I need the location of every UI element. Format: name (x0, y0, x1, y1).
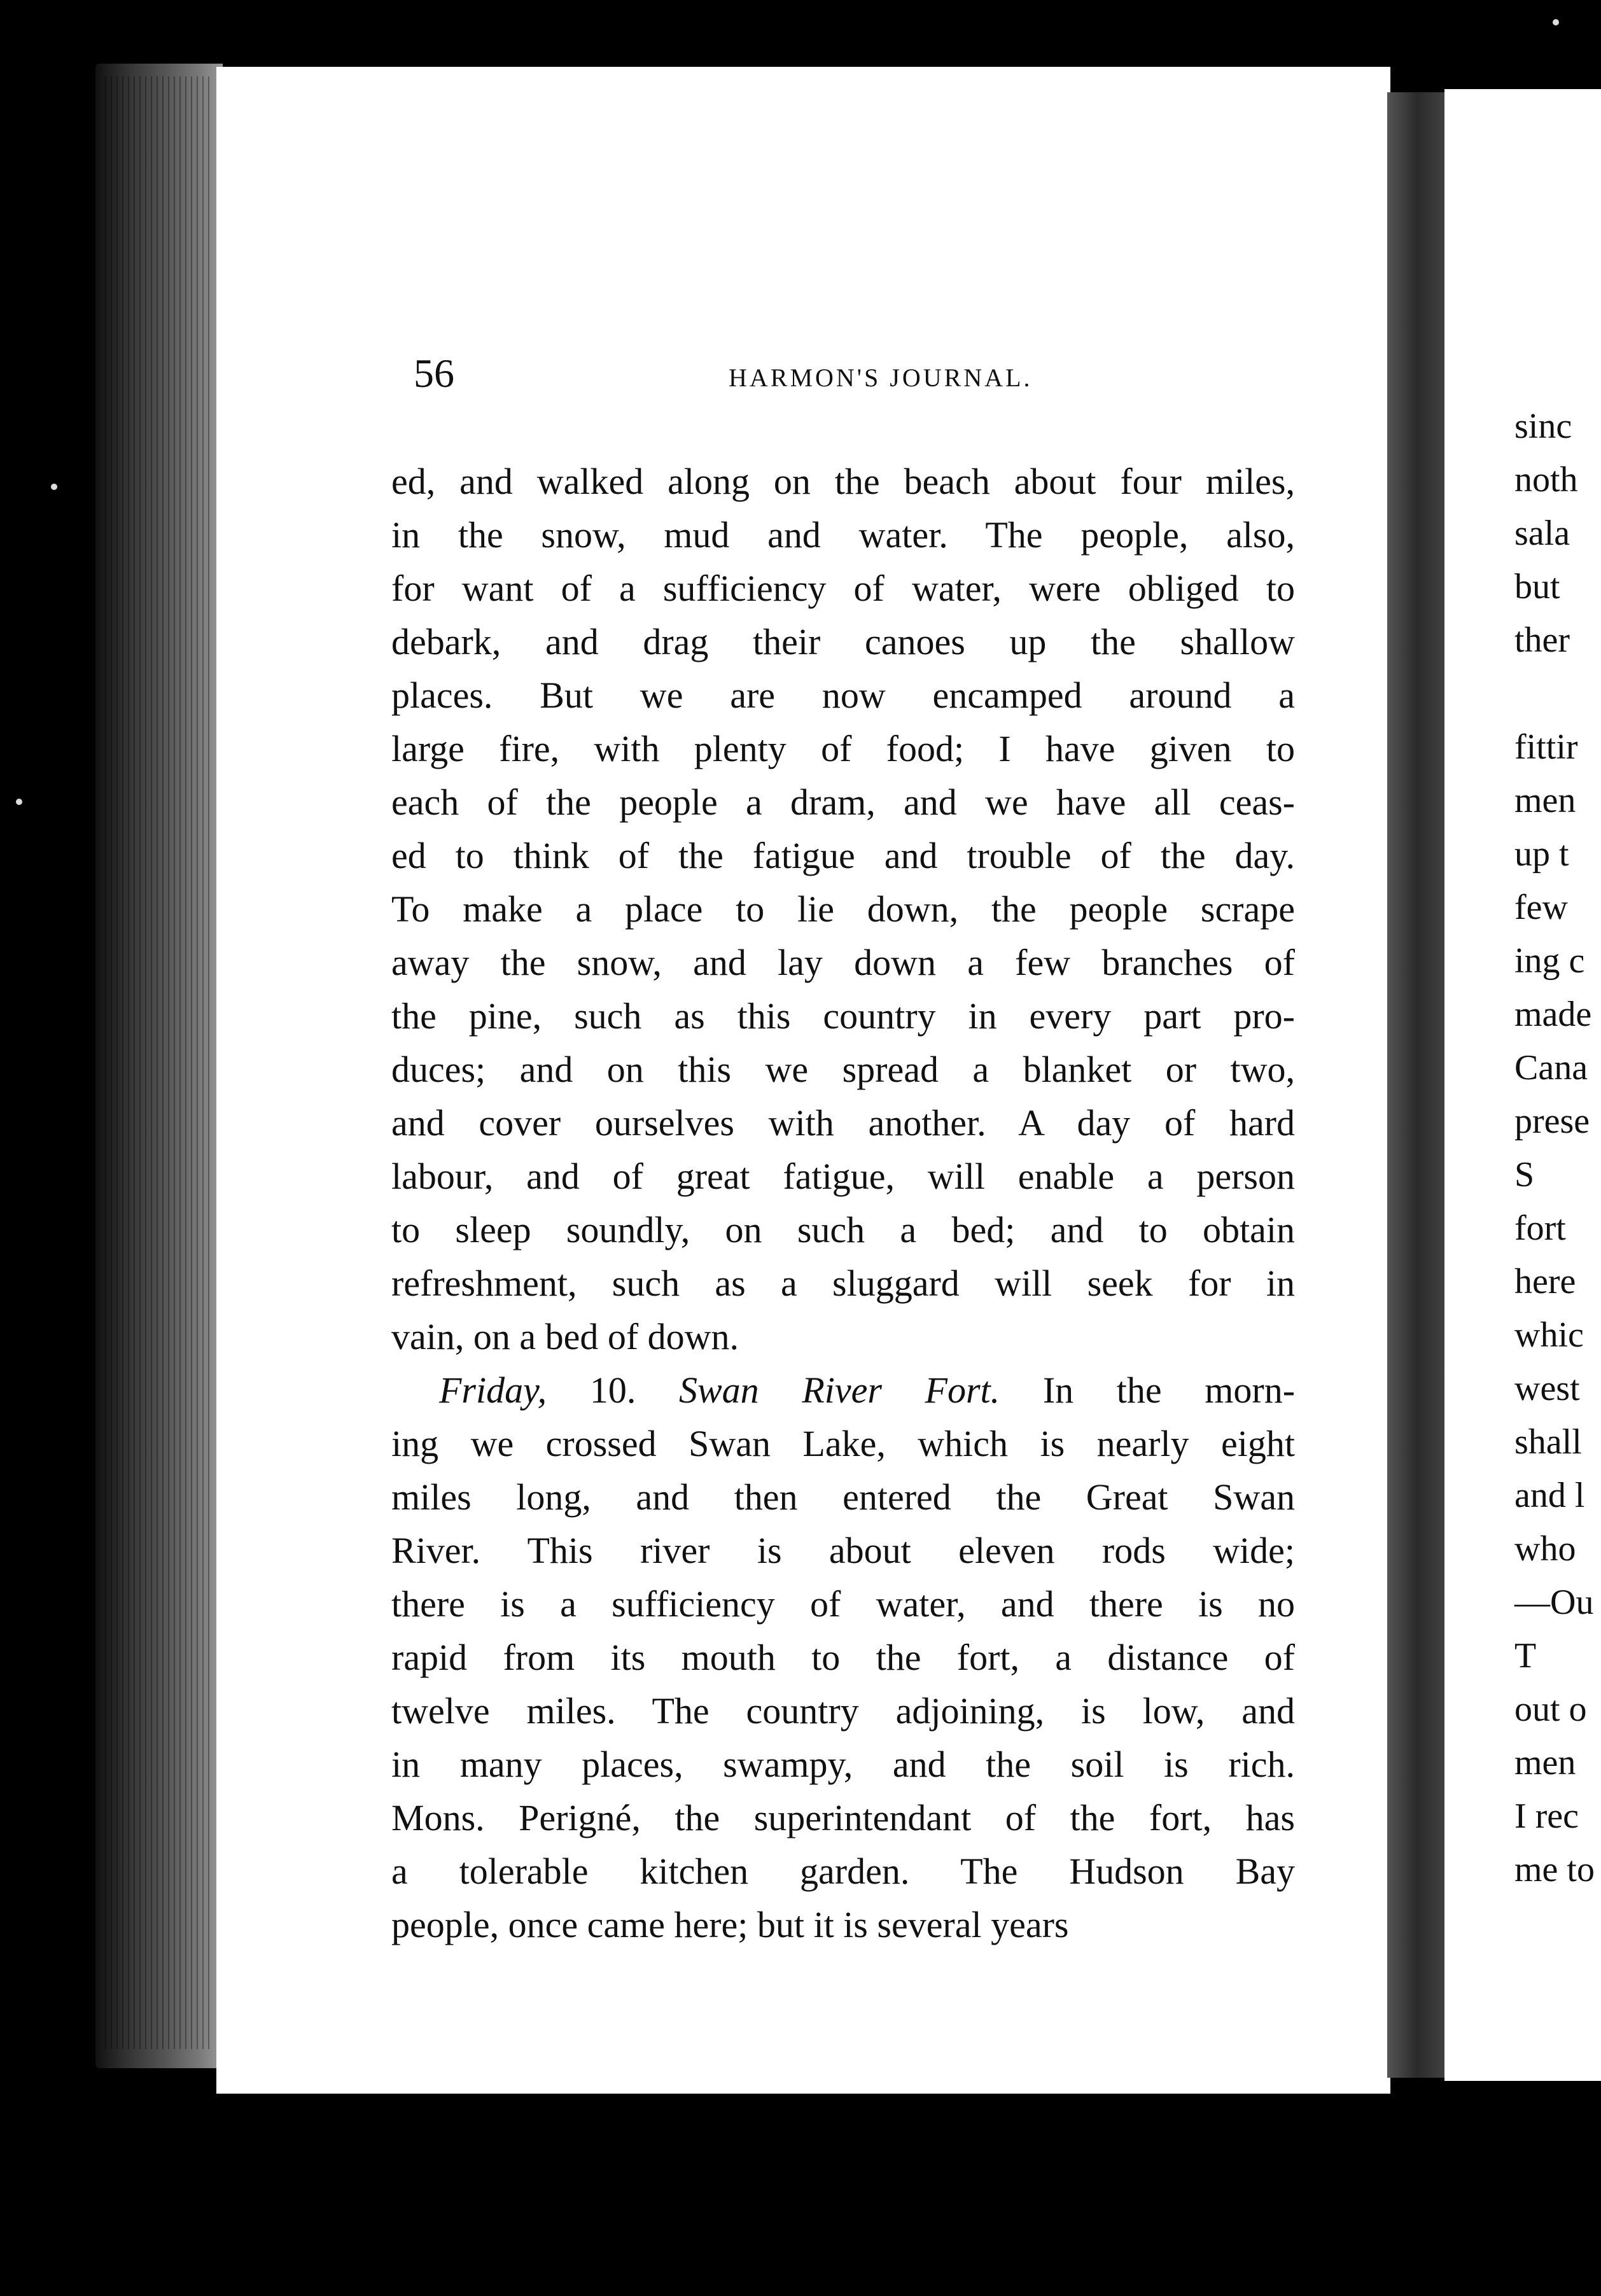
entry-day: Friday, (439, 1369, 547, 1411)
text-line: in the snow, mud and water. The people, also, (391, 514, 1295, 556)
facing-page-line: fort (1514, 1208, 1566, 1248)
text-line: people, once came here; but it is several years (391, 1904, 1069, 1945)
facing-page-line: men (1514, 1743, 1576, 1782)
facing-page-line: west (1514, 1369, 1580, 1408)
entry-heading-line (391, 1364, 1295, 1417)
facing-page-line: T (1514, 1636, 1537, 1676)
facing-page-line: few (1514, 888, 1568, 927)
facing-page-line: shall (1514, 1422, 1582, 1462)
text-line: each of the people a dram, and we have all ceas- (391, 781, 1295, 823)
facing-page-line: ther (1514, 620, 1570, 660)
text-line: rapid from its mouth to the fort, a distance of (391, 1637, 1295, 1678)
facing-page-line: —Ou (1514, 1583, 1594, 1622)
entry-date: 10. (589, 1369, 636, 1411)
text-line: in many places, swampy, and the soil is rich. (391, 1744, 1295, 1785)
facing-page-line: and l (1514, 1476, 1585, 1515)
text-line: debark, and drag their canoes up the shallow (391, 621, 1295, 662)
text-line: a tolerable kitchen garden. The Hudson Bay (391, 1851, 1295, 1892)
page-edge-texture (105, 76, 213, 2049)
facing-page-line: prese (1514, 1102, 1590, 1141)
book-page (216, 67, 1390, 2094)
facing-page-line: who (1514, 1529, 1576, 1569)
entry-place: Swan River Fort. (678, 1369, 1000, 1411)
facing-page-line: Cana (1514, 1048, 1588, 1088)
text-line: away the snow, and lay down a few branches of (391, 942, 1295, 983)
text-line: large fire, with plenty of food; I have given to (391, 728, 1295, 769)
page-number: 56 (414, 351, 454, 396)
facing-page-line: S (1514, 1155, 1535, 1194)
facing-page-line: fittir (1514, 727, 1578, 767)
body-text (391, 455, 1518, 1952)
text-line: refreshment, such as a sluggard will seek for in (391, 1263, 1295, 1304)
facing-page-line: ing c (1514, 941, 1585, 981)
scan-speck (51, 484, 57, 490)
text-line: ing we crossed Swan Lake, which is nearly eight (391, 1423, 1295, 1464)
text-line: the pine, such as this country in every part pro- (391, 995, 1295, 1037)
text-line: ed to think of the fatigue and trouble of the day. (391, 835, 1295, 876)
facing-page-line: noth (1514, 460, 1578, 500)
facing-page-line: up t (1514, 834, 1569, 874)
facing-page-line: sinc (1514, 407, 1572, 446)
facing-page-line: out o (1514, 1690, 1587, 1729)
text-line: To make a place to lie down, the people scrape (391, 888, 1295, 930)
text-line: labour, and of great fatigue, will enable a person (391, 1156, 1295, 1197)
facing-page-line: whic (1514, 1315, 1584, 1355)
scan-speck (1553, 19, 1559, 25)
facing-page-fragment (1444, 89, 1601, 2081)
text-line: to sleep soundly, on such a bed; and to obtain (391, 1209, 1295, 1250)
text-line: River. This river is about eleven rods wide; (391, 1530, 1295, 1571)
entry-first-line-rest: In the morn- (1042, 1369, 1295, 1411)
text-line: twelve miles. The country adjoining, is low, and (391, 1690, 1295, 1732)
text-line: ed, and walked along on the beach about four miles, (391, 461, 1295, 502)
running-head (216, 350, 1390, 401)
text-line: miles long, and then entered the Great Swan (391, 1476, 1295, 1518)
text-line: places. But we are now encamped around a (391, 675, 1295, 716)
book-gutter (1387, 92, 1448, 2078)
facing-page-line: sala (1514, 514, 1570, 553)
text-line: Mons. Perigné, the superintendant of the fort, has (391, 1797, 1295, 1838)
text-line: for want of a sufficiency of water, were obliged to (391, 568, 1295, 609)
scan-speck (16, 799, 22, 805)
text-line: and cover ourselves with another. A day of hard (391, 1102, 1295, 1144)
text-line: there is a sufficiency of water, and there is no (391, 1583, 1295, 1625)
facing-page-line: but (1514, 567, 1560, 606)
facing-page-line: made (1514, 995, 1592, 1034)
facing-page-line: here (1514, 1262, 1576, 1301)
running-title: HARMON'S JOURNAL. (729, 363, 1033, 392)
facing-page-line: me to (1514, 1850, 1595, 1889)
facing-page-line: I rec (1514, 1796, 1579, 1836)
text-line: vain, on a bed of down. (391, 1316, 739, 1357)
text-line: duces; and on this we spread a blanket or two, (391, 1049, 1295, 1090)
facing-page-line: men (1514, 781, 1576, 820)
